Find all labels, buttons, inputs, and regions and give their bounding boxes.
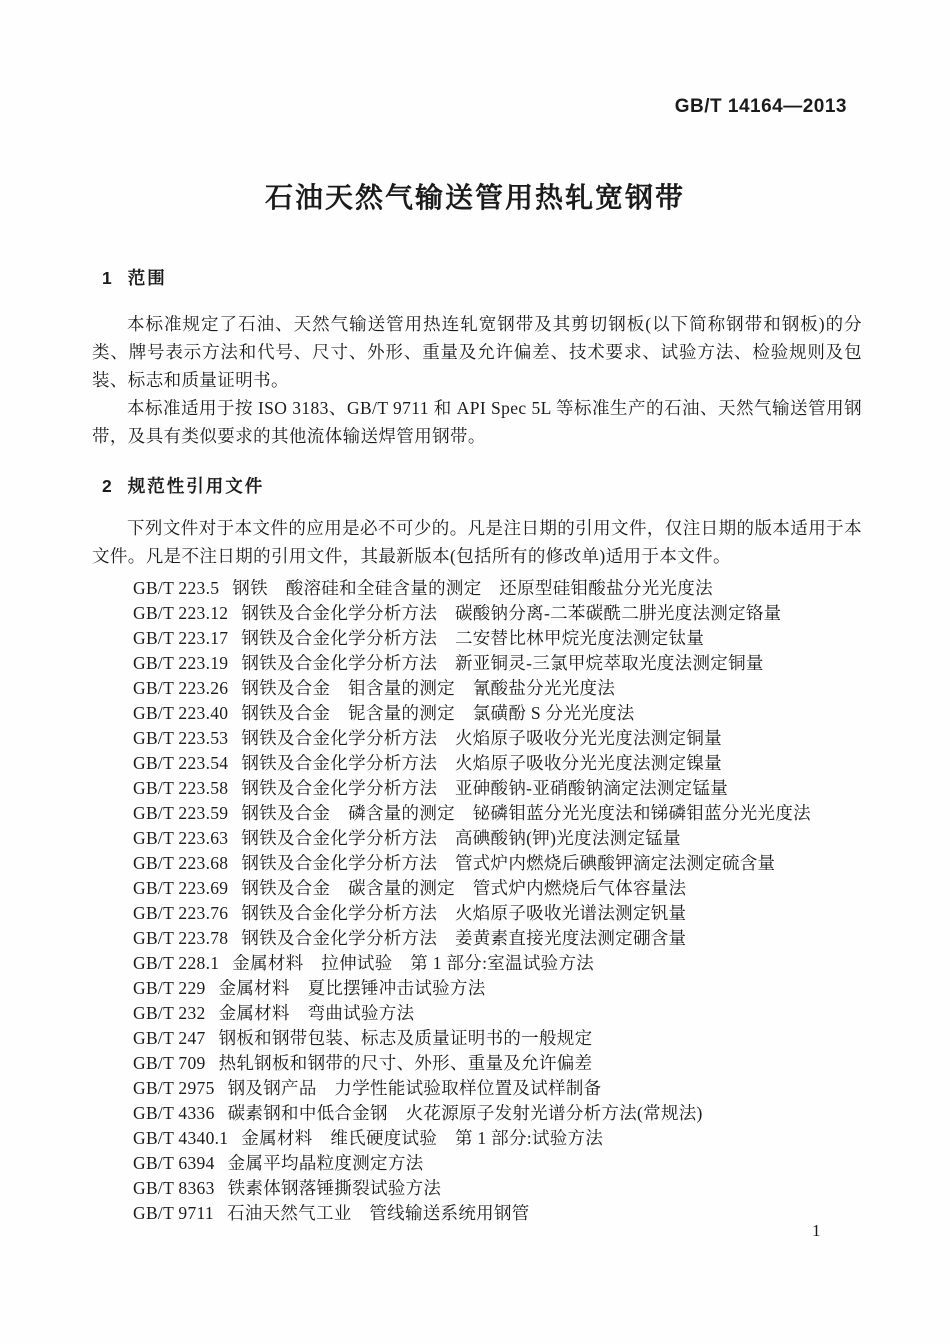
reference-item [133,576,862,601]
reference-code: GB/T 223.68 [133,853,229,873]
section-1-heading [102,266,862,290]
reference-title: 铁素体钢落锤撕裂试验方法 [227,1178,442,1198]
reference-title: 钢铁及合金化学分析方法 管式炉内燃烧后碘酸钾滴定法测定硫含量 [241,853,776,873]
reference-title: 钢铁及合金化学分析方法 火焰原子吸收光谱法测定钒量 [241,903,687,923]
reference-item [133,1001,862,1026]
reference-item [133,801,862,826]
reference-item [133,1176,862,1201]
reference-title: 钢铁及合金化学分析方法 新亚铜灵-三氯甲烷萃取光度法测定铜量 [241,653,764,673]
reference-code: GB/T 223.19 [133,653,229,673]
reference-item [133,626,862,651]
section-1-number: 1 [102,268,112,288]
reference-code: GB/T 223.17 [133,628,229,648]
reference-item [133,1151,862,1176]
reference-title: 钢铁及合金化学分析方法 碳酸钠分离-二苯碳酰二肼光度法测定铬量 [241,603,782,623]
reference-title: 金属材料 维氏硬度试验 第 1 部分:试验方法 [241,1128,604,1148]
reference-code: GB/T 223.54 [133,753,229,773]
reference-title: 钢铁及合金化学分析方法 二安替比林甲烷光度法测定钛量 [241,628,705,648]
reference-item [133,1201,862,1226]
references-intro-paragraph: 下列文件对于本文件的应用是必不可少的。凡是注日期的引用文件，仅注日期的版本适用于本文件。凡是不注日期的引用文件，其最新版本(包括所有的修改单)适用于本文件。 [92,518,862,566]
reference-item [133,726,862,751]
reference-code: GB/T 228.1 [133,953,220,973]
reference-title: 钢板和钢带包装、标志及质量证明书的一般规定 [218,1028,593,1048]
reference-item [133,876,862,901]
reference-title: 钢及钢产品 力学性能试验取样位置及试样制备 [227,1078,602,1098]
scope-paragraph-1: 本标准规定了石油、天然气输送管用热连轧宽钢带及其剪切钢板(以下简称钢带和钢板)的分类、牌号表示方法和代号、尺寸、外形、重量及允许偏差、技术要求、试验方法、检验规则及包装、标志和质量证明书。 [92,314,862,390]
reference-code: GB/T 2975 [133,1078,215,1098]
reference-title: 金属平均晶粒度测定方法 [227,1153,424,1173]
reference-item [133,1026,862,1051]
document-body [92,266,862,1226]
reference-item [133,1076,862,1101]
document-title: 石油天然气输送管用热轧宽钢带 [264,182,685,213]
section-2-title: 规范性引用文件 [127,476,265,496]
reference-code: GB/T 4336 [133,1103,215,1123]
reference-code: GB/T 223.40 [133,703,229,723]
reference-code: GB/T 223.63 [133,828,229,848]
reference-title: 钢铁及合金化学分析方法 亚砷酸钠-亚硝酸钠滴定法测定锰量 [241,778,729,798]
reference-item [133,851,862,876]
reference-code: GB/T 9711 [133,1203,214,1223]
reference-code: GB/T 4340.1 [133,1128,229,1148]
reference-code: GB/T 229 [133,978,206,998]
reference-code: GB/T 223.76 [133,903,229,923]
reference-code: GB/T 709 [133,1053,206,1073]
section-2-number: 2 [102,476,112,496]
reference-code: GB/T 223.58 [133,778,229,798]
reference-item [133,776,862,801]
reference-item [133,926,862,951]
reference-title: 钢铁及合金化学分析方法 火焰原子吸收分光光度法测定镍量 [241,753,722,773]
reference-item [133,1101,862,1126]
reference-item [133,651,862,676]
section-scope [92,266,862,450]
reference-code: GB/T 223.5 [133,578,220,598]
page-number: 1 [812,1221,821,1240]
reference-title: 钢铁及合金化学分析方法 姜黄素直接光度法测定硼含量 [241,928,687,948]
reference-code: GB/T 6394 [133,1153,215,1173]
reference-code: GB/T 223.26 [133,678,229,698]
reference-code: GB/T 223.53 [133,728,229,748]
reference-title: 钢铁及合金化学分析方法 火焰原子吸收分光光度法测定铜量 [241,728,722,748]
section-1-title: 范围 [127,268,167,288]
reference-list [133,576,862,1226]
reference-title: 钢铁及合金化学分析方法 高碘酸钠(钾)光度法测定锰量 [241,828,681,848]
standard-number: GB/T 14164—2013 [674,96,847,117]
reference-code: GB/T 223.78 [133,928,229,948]
reference-item [133,826,862,851]
reference-title: 钢铁及合金 铌含量的测定 氯磺酚 S 分光光度法 [241,703,635,723]
reference-title: 钢铁 酸溶硅和全硅含量的测定 还原型硅钼酸盐分光光度法 [232,578,713,598]
reference-title: 金属材料 弯曲试验方法 [218,1003,415,1023]
reference-code: GB/T 232 [133,1003,206,1023]
reference-item [133,751,862,776]
reference-code: GB/T 247 [133,1028,206,1048]
scope-paragraph-2: 本标准适用于按 ISO 3183、GB/T 9711 和 API Spec 5L 等标准生产的石油、天然气输送管用钢带，及具有类似要求的其他流体输送焊管用钢带。 [92,398,862,446]
reference-title: 热轧钢板和钢带的尺寸、外形、重量及允许偏差 [218,1053,593,1073]
reference-item [133,676,862,701]
section-normative-references [92,474,862,1226]
reference-item [133,901,862,926]
reference-code: GB/T 223.69 [133,878,229,898]
reference-title: 石油天然气工业 管线输送系统用钢管 [226,1203,530,1223]
reference-item [133,976,862,1001]
reference-title: 碳素钢和中低合金钢 火花源原子发射光谱分析方法(常规法) [227,1103,703,1123]
reference-code: GB/T 8363 [133,1178,215,1198]
reference-title: 钢铁及合金 磷含量的测定 铋磷钼蓝分光光度法和锑磷钼蓝分光光度法 [241,803,811,823]
reference-item [133,601,862,626]
reference-title: 金属材料 拉伸试验 第 1 部分:室温试验方法 [232,953,595,973]
reference-code: GB/T 223.59 [133,803,229,823]
reference-title: 钢铁及合金 碳含量的测定 管式炉内燃烧后气体容量法 [241,878,687,898]
reference-item [133,701,862,726]
section-2-heading [102,474,862,498]
reference-code: GB/T 223.12 [133,603,229,623]
reference-title: 金属材料 夏比摆锤冲击试验方法 [218,978,486,998]
reference-item [133,951,862,976]
reference-item [133,1126,862,1151]
reference-title: 钢铁及合金 钼含量的测定 氰酸盐分光光度法 [241,678,616,698]
reference-item [133,1051,862,1076]
